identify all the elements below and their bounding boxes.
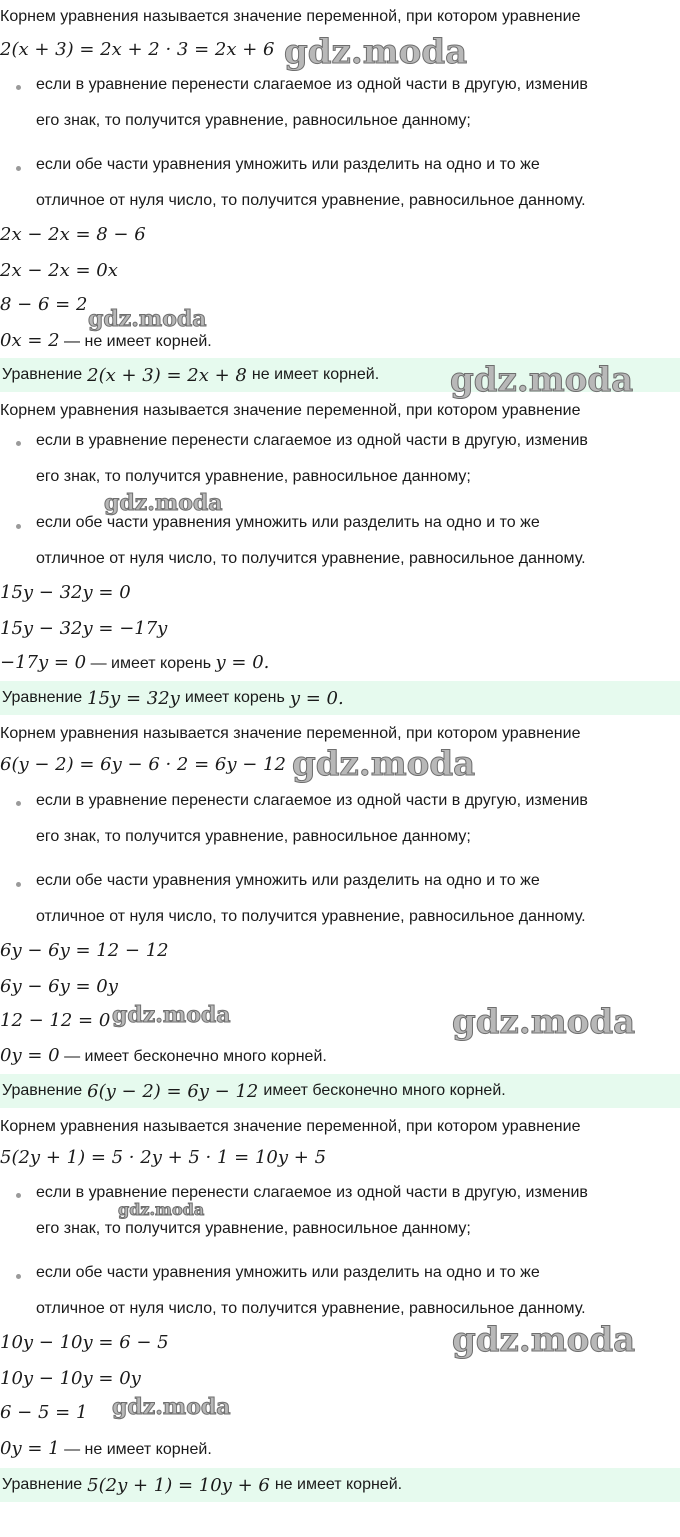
definition-text: Корнем уравнения называется значение переменной, при котором уравнение [0,725,581,742]
conclusion-text: — не имеет корней. [64,333,212,350]
step-equation: 6y − 6y = 12 − 12 [0,940,169,961]
answer-box [0,1468,680,1502]
bullet-icon [16,801,21,806]
conclusion-line [0,652,269,673]
step-equation: 8 − 6 = 2 [0,294,88,315]
rule-1-line-1: если в уравнение перенести слагаемое из одной части в другую, изменив [36,432,588,449]
conclusion-equation: 0x = 2 [0,330,60,351]
rule-1-line-1: если в уравнение перенести слагаемое из одной части в другую, изменив [36,792,588,809]
rule-1-line-2: его знак, то получится уравнение, равносильное данному; [36,828,471,845]
conclusion-equation: −17y = 0 [0,652,87,673]
watermark: gdz.moda [284,32,468,72]
rule-2-line-2: отличное от нуля число, то получится уравнение, равносильное данному. [36,550,586,567]
conclusion-root: y = 0. [215,652,270,673]
rule-2-line-1: если обе части уравнения умножить или разделить на одно и то же [36,872,540,889]
bullet-icon [16,1274,21,1279]
answer-prefix: Уравнение [2,689,83,706]
conclusion-text: — не имеет корней. [64,1441,212,1458]
rule-2-line-1: если обе части уравнения умножить или разделить на одно и то же [36,156,540,173]
answer-root: y = 0. [289,687,344,709]
answer-box [0,681,680,715]
rule-1-line-2: его знак, то получится уравнение, равносильное данному; [36,112,471,129]
rule-2-line-1: если обе части уравнения умножить или разделить на одно и то же [36,514,540,531]
answer-equation: 6(y − 2) = 6y − 12 [87,1080,259,1102]
rule-1-line-1: если в уравнение перенести слагаемое из одной части в другую, изменив [36,1184,588,1201]
step-equation: 15y − 32y = 0 [0,582,131,603]
conclusion-line [0,1045,327,1066]
answer-equation: 15y = 32y [87,687,180,709]
step-equation: 12 − 12 = 0 [0,1010,111,1031]
answer-equation: 2(x + 3) = 2x + 8 [87,364,247,386]
expansion-equation: 5(2y + 1) = 5 · 2y + 5 · 1 = 10y + 5 [0,1147,327,1168]
rule-2-line-2: отличное от нуля число, то получится уравнение, равносильное данному. [36,1300,586,1317]
answer-prefix: Уравнение [2,1082,83,1099]
answer-prefix: Уравнение [2,366,83,383]
watermark: gdz.moda [112,1002,231,1028]
expansion-equation: 2(x + 3) = 2x + 2 · 3 = 2x + 6 [0,39,275,60]
answer-text: не имеет корней. [251,366,380,383]
step-equation: 6 − 5 = 1 [0,1402,88,1423]
answer-text: имеет бесконечно много корней. [263,1082,506,1099]
watermark: gdz.moda [450,360,634,400]
definition-text: Корнем уравнения называется значение переменной, при котором уравнение [0,1118,581,1135]
rule-2-line-1: если обе части уравнения умножить или разделить на одно и то же [36,1264,540,1281]
watermark: gdz.moda [292,744,476,784]
definition-text: Корнем уравнения называется значение переменной, при котором уравнение [0,8,581,25]
answer-box [0,1074,680,1108]
bullet-icon [16,441,21,446]
watermark: gdz.moda [118,1200,205,1219]
bullet-icon [16,85,21,90]
step-equation: 10y − 10y = 6 − 5 [0,1332,169,1353]
bullet-icon [16,166,21,171]
conclusion-line [0,1438,212,1459]
answer-text: не имеет корней. [274,1476,403,1493]
conclusion-text: — имеет корень [90,655,212,672]
watermark: gdz.moda [88,306,207,332]
definition-text: Корнем уравнения называется значение переменной, при котором уравнение [0,402,581,419]
bullet-icon [16,882,21,887]
bullet-icon [16,524,21,529]
step-equation: 15y − 32y = −17y [0,618,168,639]
conclusion-line [0,330,212,351]
step-equation: 2x − 2x = 8 − 6 [0,224,146,245]
answer-text: имеет корень [184,689,285,706]
step-equation: 2x − 2x = 0x [0,260,118,281]
watermark: gdz.moda [452,1002,636,1042]
rule-1-line-1: если в уравнение перенести слагаемое из одной части в другую, изменив [36,76,588,93]
rule-2-line-2: отличное от нуля число, то получится уравнение, равносильное данному. [36,908,586,925]
rule-1-line-2: его знак, то получится уравнение, равносильное данному; [36,468,471,485]
watermark: gdz.moda [452,1320,636,1360]
watermark: gdz.moda [104,490,223,516]
watermark: gdz.moda [112,1394,231,1420]
conclusion-equation: 0y = 1 [0,1438,60,1459]
expansion-equation: 6(y − 2) = 6y − 6 · 2 = 6y − 12 [0,754,286,775]
rule-2-line-2: отличное от нуля число, то получится уравнение, равносильное данному. [36,192,586,209]
conclusion-text: — имеет бесконечно много корней. [64,1048,327,1065]
bullet-icon [16,1193,21,1198]
step-equation: 10y − 10y = 0y [0,1368,141,1389]
step-equation: 6y − 6y = 0y [0,976,118,997]
conclusion-equation: 0y = 0 [0,1045,60,1066]
answer-prefix: Уравнение [2,1476,83,1493]
rule-1-line-2: его знак, то получится уравнение, равносильное данному; [36,1220,471,1237]
answer-equation: 5(2y + 1) = 10y + 6 [87,1474,270,1496]
